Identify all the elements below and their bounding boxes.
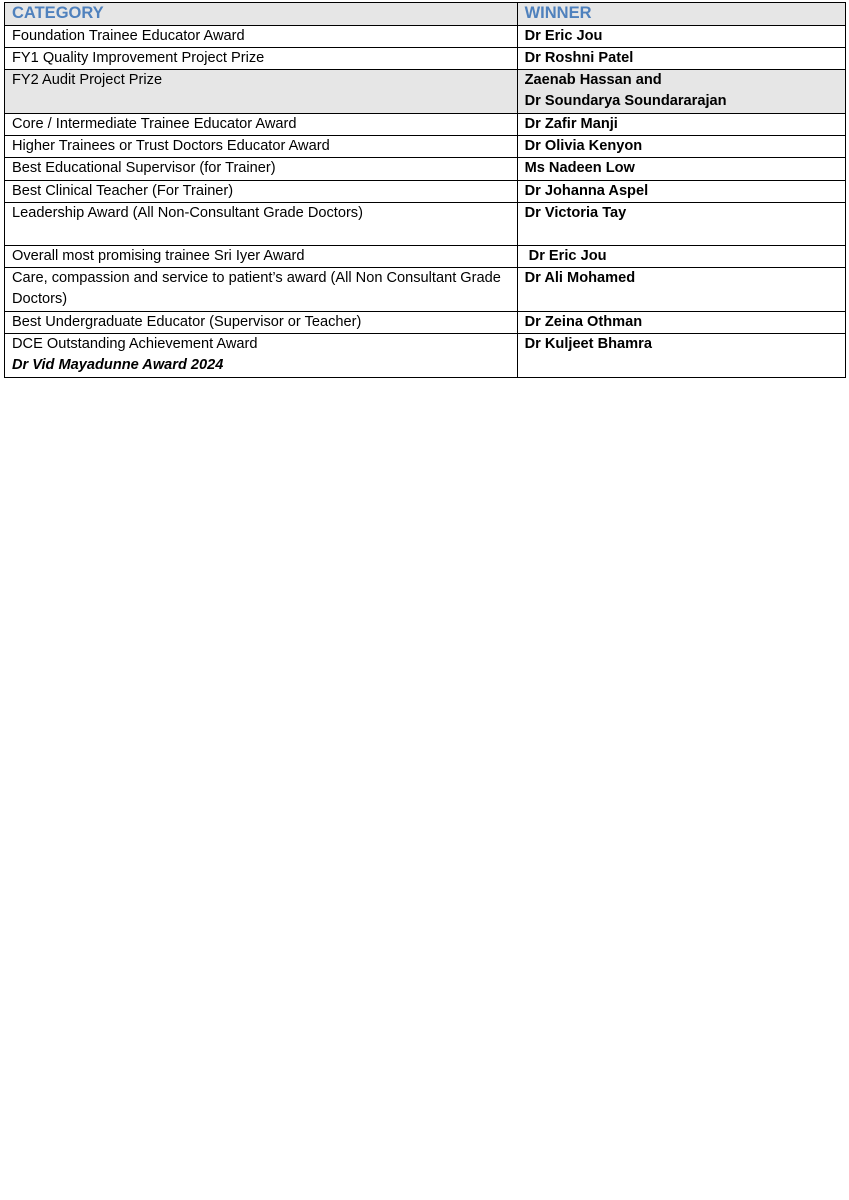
award-category: Best Clinical Teacher (For Trainer) [5, 180, 518, 202]
award-winner [517, 25, 845, 47]
award-category: FY2 Audit Project Prize [5, 70, 518, 114]
award-winner [517, 135, 845, 157]
award-winner [517, 202, 845, 245]
award-category: Leadership Award (All Non-Consultant Grade Doctors) [5, 202, 518, 245]
table-row [5, 180, 846, 202]
winner-name: Dr Zafir Manji [524, 115, 618, 132]
table-row [5, 70, 846, 114]
table-header-row [5, 3, 846, 26]
award-winner [517, 180, 845, 202]
winner-name: Ms Nadeen Low [524, 160, 635, 177]
winner-name: Dr Eric Jou [524, 27, 603, 44]
award-category: Best Educational Supervisor (for Trainer) [5, 158, 518, 180]
winner-name: Dr Roshni Patel [524, 49, 634, 66]
winner-name: Dr Zeina Othman [524, 313, 643, 330]
table-row [5, 135, 846, 157]
award-winner [517, 245, 845, 267]
winner-name: Dr Soundarya Soundararajan [524, 93, 727, 110]
award-category-title: DCE Outstanding Achievement Award [12, 336, 258, 353]
table-row [5, 268, 846, 312]
winner-name: Dr Johanna Aspel [524, 182, 649, 199]
category-column-header: CATEGORY [5, 3, 518, 26]
winner-name: Dr Ali Mohamed [524, 270, 636, 287]
award-category: Higher Trainees or Trust Doctors Educator Award [5, 135, 518, 157]
winner-name: Dr Victoria Tay [524, 204, 627, 221]
award-category: Best Undergraduate Educator (Supervisor or Teacher) [5, 311, 518, 333]
award-category: Core / Intermediate Trainee Educator Award [5, 113, 518, 135]
award-winner [517, 70, 845, 114]
table-row [5, 245, 846, 267]
award-category [5, 334, 518, 378]
winner-name: Dr Kuljeet Bhamra [524, 336, 652, 353]
award-category: Care, compassion and service to patient’s award (All Non Consultant Grade Doctors) [5, 268, 518, 312]
award-winner [517, 113, 845, 135]
award-category: Foundation Trainee Educator Award [5, 25, 518, 47]
winner-name: Dr Olivia Kenyon [524, 137, 643, 154]
award-winner [517, 334, 845, 378]
award-winner [517, 311, 845, 333]
winner-column-header: WINNER [517, 3, 845, 26]
winner-name: Zaenab Hassan and [524, 72, 662, 89]
award-winner [517, 158, 845, 180]
table-row [5, 25, 846, 47]
award-category: FY1 Quality Improvement Project Prize [5, 47, 518, 69]
award-winner [517, 47, 845, 69]
table-row [5, 311, 846, 333]
table-row [5, 113, 846, 135]
table-row [5, 158, 846, 180]
awards-table [4, 2, 846, 378]
table-row [5, 47, 846, 69]
table-row [5, 202, 846, 245]
award-category: Overall most promising trainee Sri Iyer Award [5, 245, 518, 267]
table-row [5, 334, 846, 378]
award-category-subtitle: Dr Vid Mayadunne Award 2024 [12, 357, 224, 374]
winner-name: Dr Eric Jou [524, 247, 607, 264]
award-winner [517, 268, 845, 312]
